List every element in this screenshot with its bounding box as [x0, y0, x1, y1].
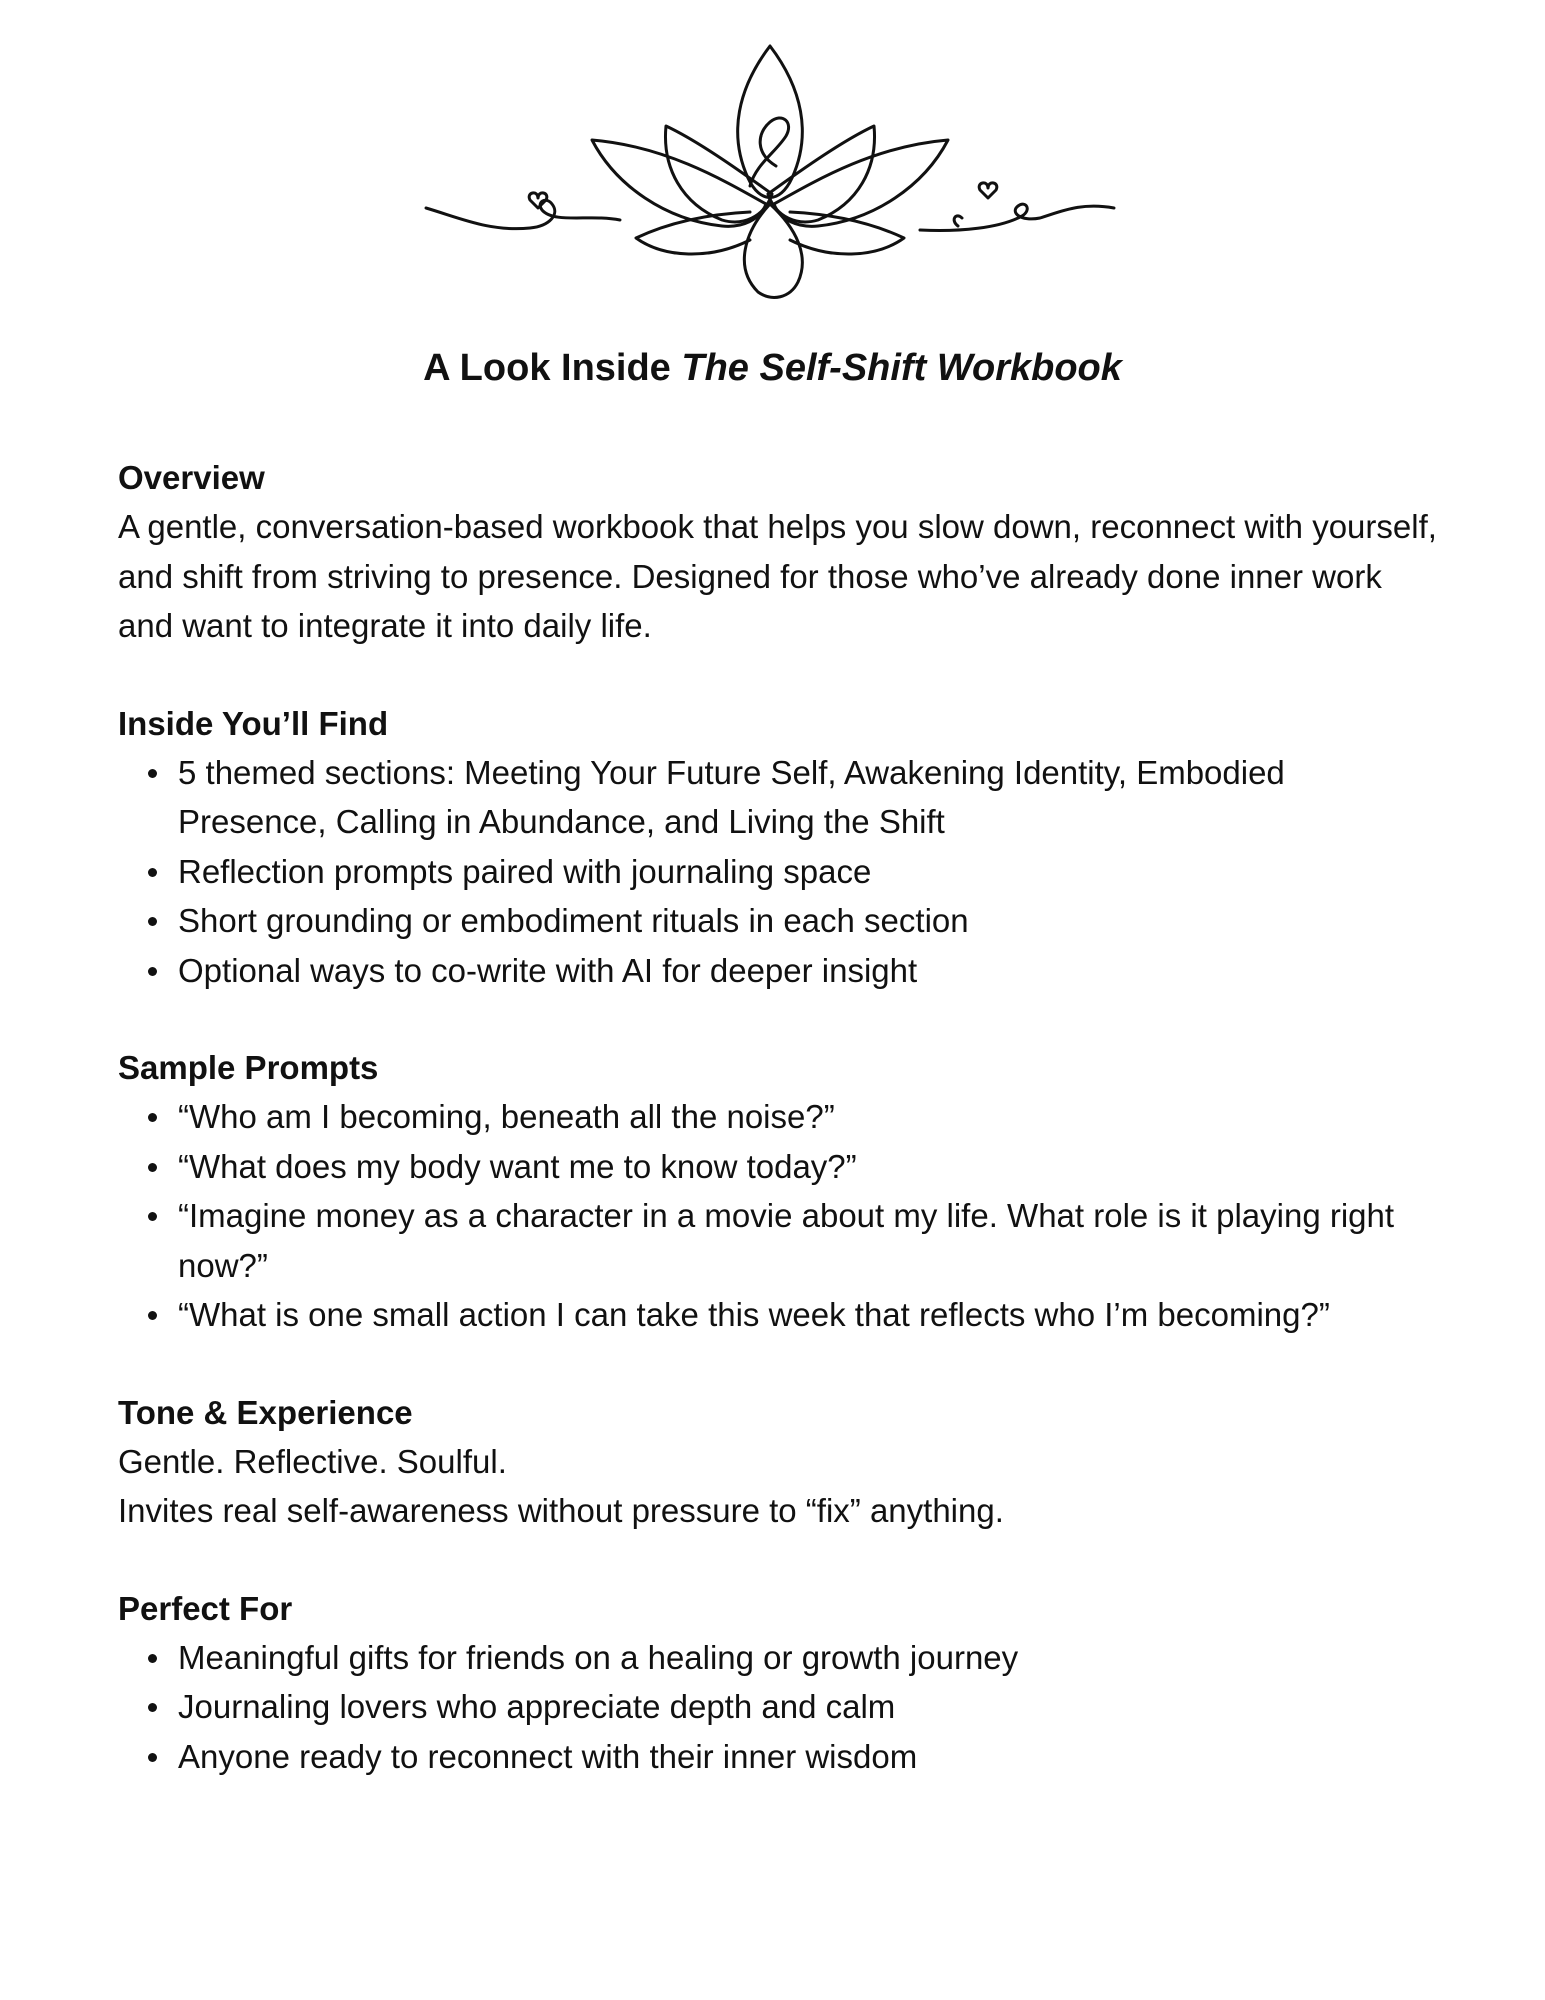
list-item: “Imagine money as a character in a movie about my life. What role is it playing right now?”: [178, 1191, 1438, 1290]
inside-list: [118, 748, 1438, 996]
prompts-section: [118, 1043, 1438, 1340]
list-item: Reflection prompts paired with journaling space: [178, 847, 1438, 897]
list-item: Short grounding or embodiment rituals in each section: [178, 896, 1438, 946]
tone-line-2: Invites real self-awareness without pressure to “fix” anything.: [118, 1492, 1004, 1529]
tone-line-1: Gentle. Reflective. Soulful.: [118, 1442, 507, 1480]
list-item: 5 themed sections: Meeting Your Future Self, Awakening Identity, Embodied Presence, Calling in Abundance, and Living the Shift: [178, 748, 1438, 847]
perfect-heading: Perfect For: [118, 1589, 293, 1627]
perfect-list: [118, 1633, 1438, 1782]
list-item: Journaling lovers who appreciate depth and calm: [178, 1682, 1438, 1732]
list-item: Optional ways to co-write with AI for deeper insight: [178, 946, 1438, 996]
prompts-list: [118, 1092, 1438, 1340]
inside-section: [118, 699, 1438, 996]
list-item: “What does my body want me to know today?”: [178, 1142, 1438, 1192]
tone-heading: Tone & Experience: [118, 1393, 413, 1431]
prompts-heading: Sample Prompts: [118, 1049, 379, 1086]
list-item: Anyone ready to reconnect with their inner wisdom: [178, 1732, 1438, 1782]
perfect-section: [118, 1584, 1438, 1782]
title-prefix: A Look Inside: [423, 347, 682, 389]
list-item: “Who am I becoming, beneath all the noise?”: [178, 1092, 1438, 1142]
tone-section: [118, 1388, 1438, 1536]
lotus-logo-icon: [420, 36, 1120, 306]
list-item: Meaningful gifts for friends on a healing or growth journey: [178, 1633, 1438, 1683]
inside-heading: Inside You’ll Find: [118, 704, 389, 742]
book-title: The Self-Shift Workbook: [681, 347, 1122, 389]
list-item: “What is one small action I can take this week that reflects who I’m becoming?”: [178, 1290, 1438, 1340]
overview-heading: Overview: [118, 459, 265, 496]
page-title: [0, 344, 1545, 392]
overview-section: [118, 453, 1438, 651]
overview-body: A gentle, conversation-based workbook that helps you slow down, reconnect with yourself, and shift from striving to presence. Designed for those who’ve already done inner work and want to integrate it into daily life.: [118, 508, 1437, 644]
document-body: [118, 453, 1438, 1829]
